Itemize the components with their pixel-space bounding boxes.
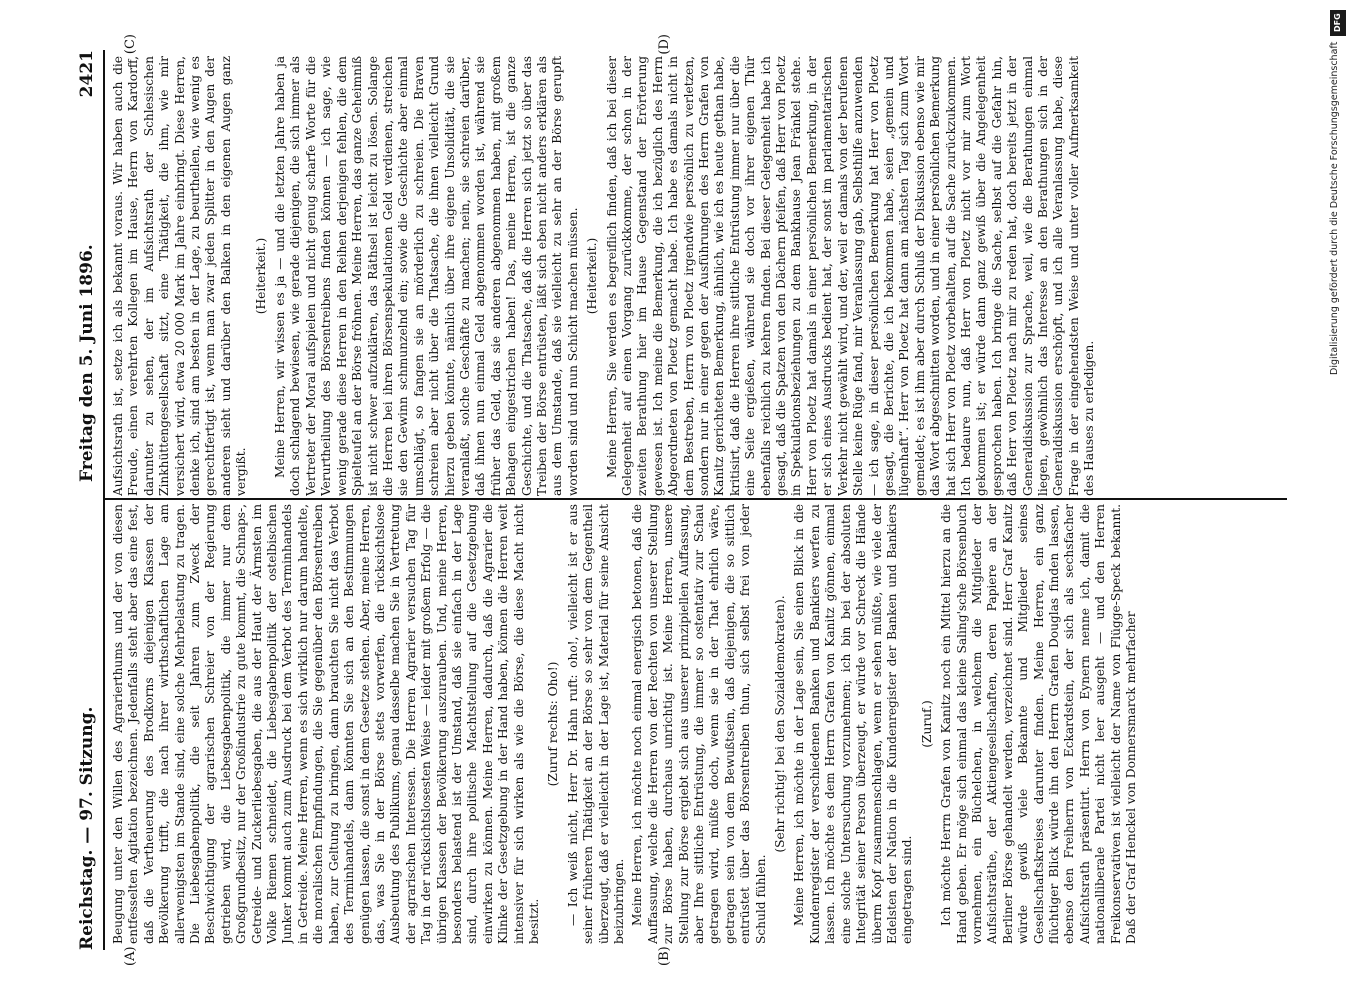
interjection: (Heiterkeit.) — [253, 237, 268, 315]
paragraph: Beugung unter den Willen des Agrarierthums und der von diesen entfesselten Agitation bezeichnen. Jedenfalls steht aber das eine fest, daß die Vertheuerung des Brodkorns diejenigen Klassen der Bevölkerung trifft, die nach ihrer wirthschaftlichen Lage am allerwenigsten im Stande sind, eine solche Mehrbelastung zu tragen. Die Liebesgabenpolitik, die seit Jahren zum Zweck der Beschwichtigung der agrarischen Schreier von der Regierung getrieben wird, die Liebesgabenpolitik, die immer nur dem Großgrundbesitz, nur der Großindustrie zu gute kommt, die Schnaps-, Getreide- und Zuckerliebesgaben, die aus der Haut der Ärmsten im Volke Riemen schneidet, die Liebesgabenpolitik der ostelbischen Junker kommt auch zum Ausdruck bei dem Verbot des Terminhandels in Getreide. Meine Herren, wenn es sich wirklich nur darum handelte, die moralischen Empfindungen, die Sie gegenüber den Börsentreiben haben, zur Geltung zu bringen, dann brauchten Sie nicht das Verbot des Terminhandels, dann könnten Sie sich an den Bestimmungen genügen lassen, die sonst in dem Gesetze stehen. Aber, meine Herren, das, was Sie in der Börse stets vorwerfen, die rücksichtslose Ausbeutung des Publikums, genau dasselbe machen Sie in Vertretung der agrarischen Interessen. Die Herren Agrarier versuchen Tag für Tag in der rücksichtslosesten Weise — leider mit großem Erfolg — die übrigen Klassen der Bevölkerung auszurauben. Und, meine Herren, besonders belastend ist der Umstand, daß sie einfach in der Lage sind, durch ihre politische Machtstellung auf die Gesetzgebung einwirken zu können. Meine Herren, dadurch, daß die Agrarier die Klinke der Gesetzgebung in der Hand haben, können die Herren weit intensiver für sich wirken als wie die Börse, die diese Macht nicht besitzt. — [110, 504, 541, 944]
paragraph: Meine Herren, ich möchte in der Lage sein, Sie einen Blick in die Kundenregister der verschiedenen Banken und Bankiers werfen zu lassen. Ich möchte es dem Herrn Grafen von Kanitz gönnen, einmal eine solche Untersuchung vorzunehmen; ich bin bei der absoluten Integrität seiner Person überzeugt, er würde vor Schreck die Hände überm Kopf zusammenschlagen, wenn er sehen müßte, wie viele der Edelsten der Nation in die Kundenregister der Banken und Bankiers eingetragen sind. — [791, 504, 914, 944]
page-header — [69, 50, 105, 950]
paragraph: Ich möchte Herrn Grafen von Kanitz noch ein Mittel hierzu an die Hand geben. Er möge sich einmal das kleine Saling'sche Börsenbuch vornehmen, ein Büchelchen, in welchem die Mitglieder der Aufsichtsräthe, der Aktiengesellschaften, deren Papiere an der Berliner Börse gehandelt werden, verzeichnet sind. Herr Graf Kanitz würde gewiß viele Bekannte und Mitglieder seines Gesellschaftskreises darunter finden. Meine Herren, ein ganz flüchtiger Blick würde ihn den Herrn Grafen Douglas finden lassen, ebenso den Freiherrn von Eckardstein, der sich als sechsfacher Aufsichtsrath präsentirt. Herrn von Eynern nenne ich, damit die nationalliberale Partei nicht leer ausgeht — und den Herren Freikonservativen ist vielleicht der Name von Flügge-Speck bekannt. Daß der Graf Henckel von Donnersmarck mehrfacher — [938, 504, 1138, 944]
margin-mark-a: (A) — [122, 946, 138, 966]
paragraph: Aufsichtsrath ist, setze ich als bekannt voraus. Wir haben auch die Freude, einen verehrten Kollegen im Hause, Herrn von Kardorff, darunter zu sehen, der im Aufsichtsrath der Schlesischen Zinkhüttengesellschaft sitzt, eine Thätigkeit, die ihm, wie mir versichert wird, etwa 20 000 Mark im Jahre einbringt. Diese Herren, denke ich, sind am besten in der Lage, zu beurtheilen, wie wenig es gerechtfertigt ist, wenn man zwar jeden Splitter in den Augen der anderen sieht und darüber den Balken in den eigenen Augen ganz vergißt. — [110, 56, 248, 496]
margin-mark-c: (C) — [122, 34, 138, 55]
interjection: (Zuruf.) — [919, 700, 934, 748]
paragraph: Meine Herren, ich möchte noch einmal energisch betonen, daß die Auffassung, welche die Herren von der Rechten von unserer Stellung zur Börse haben, durchaus unrichtig ist. Meine Herren, unsere Stellung zur Börse ergiebt sich aus unserer prinzipiellen Auffassung, aber Ihre sittliche Entrüstung, die immer so ostentativ zur Schau getragen wird, müßte doch, wenn sie in der That ehrlich wäre, getragen sein von dem Bewußtsein, daß diejenigen, die so sittlich entrüstet über das Börsentreiben thun, sich selbst frei von jeder Schuld fühlen. — [629, 504, 768, 944]
digitization-credit — [1329, 10, 1347, 990]
left-column — [111, 504, 1285, 944]
right-column — [111, 56, 1285, 496]
header-page-number: 2421 — [76, 50, 97, 98]
header-date: Freitag den 5. Juni 1896. — [76, 244, 97, 482]
paragraph: Meine Herren, Sie werden es begreiflich finden, daß ich bei dieser Gelegenheit auf einen Vorgang zurückkomme, der schon in der zweiten Berathung hier im Hause Gegenstand der Erörterung gewesen ist. Ich meine die Bemerkung, die ich bezüglich des Herrn Abgeordneten von Ploetz gemacht habe. Ich habe es damals nicht in dem Bestreben, Herrn von Ploetz irgendwie persönlich zu verletzen, sondern nur in einer gegen der Ausführungen des Herrn Grafen von Kanitz gerichteten Bemerkung, ähnlich, wie ich es heute gethan habe, kritisirt, daß die Herren ihre sittliche Entrüstung immer nur über die eine Seite ergießen, während sie doch vor ihrer eigenen Thür ebenfalls reichlich zu kehren finden. Bei dieser Gelegenheit habe ich gesagt, daß die Spatzen von den Dächern pfeifen, daß Herr von Ploetz in Spekulationsbeziehungen zu dem Bankhause Jean Fränkel stehe. Herr von Ploetz hat damals in einer persönlichen Bemerkung, in der er sich eines Ausdrucks bedient hat, der sonst im parlamentarischen Verkehr nicht gewählt wird, und der, weil er damals von der berufenen Stelle keine Rüge fand, mir Veranlassung gab, Selbsthilfe anzuwenden — ich sage, in dieser persönlichen Bemerkung hat Herr von Ploetz gesagt, die Berichte, die ich bekommen habe, seien „gemein und lügenhaft“. Herr von Ploetz hat dann am nächsten Tag sich zum Wort gemeldet; es ist ihm aber durch Schluß der Diskussion ebenso wie mir das Wort abgeschnitten worden, und in einer persönlichen Bemerkung hat sich Herr von Ploetz vorbehalten, auf die Sache zurückzukommen. Ich bedaure nun, daß Herr von Ploetz nicht vor mir zum Wort gekommen ist; er würde dann ganz gewiß über die Angelegenheit gesprochen haben. Ich bringe die Sache, selbst auf die Gefahr hin, daß Herr von Ploetz nach mir zu reden hat, doch bereits jetzt in der Generaldiskussion zur Sprache, weil, wie die Berathungen einmal liegen, gewöhnlich das Interesse an den Berathungen sich in der Generaldiskussion erschöpft, und ich alle Veranlassung habe, diese Frage in der eingehendsten Weise und unter voller Aufmerksamkeit des Hauses zu erledigen. — [604, 56, 1096, 496]
dfg-logo: DFG — [1330, 10, 1346, 36]
margin-mark-d: (D) — [656, 34, 672, 55]
interjection: (Zuruf rechts: Oho!) — [545, 661, 560, 787]
margin-mark-b: (B) — [656, 946, 672, 966]
column-divider — [105, 498, 1287, 500]
rotated-newspaper-page — [57, 30, 1297, 970]
header-session: Reichstag. — 97. Sitzung. — [76, 706, 97, 950]
interjection: (Heiterkeit.) — [584, 237, 599, 315]
paragraph: — Ich weiß nicht, Herr Dr. Hahn ruft: oho!, vielleicht ist er aus seiner früheren Thätigkeit an der Börse so sehr von dem Gegentheil überzeugt, daß er vielleicht in der Lage ist, Material für seine Ansicht beizubringen. — [565, 504, 626, 944]
interjection: (Sehr richtig! bei den Sozialdemokraten). — [772, 595, 787, 853]
credit-text: Digitalisierung gefördert durch die Deutsche Forschungsgemeinschaft — [1329, 42, 1340, 376]
paragraph: Meine Herren, wir wissen es ja — und die letzten Jahre haben ja doch schlagend bewiesen, wie gerade diejenigen, die sich immer als Vertreter der Moral aufspielen und nicht genug scharfe Worte für die Verurtheilung des Börsentreibens finden können — ich sage, wie wenig gerade diese Herren in den Reihen derjenigen fehlen, die dem Spielteufel an der Börse fröhnen. Meine Herren, das ganze Geheimniß ist nicht schwer aufzuklären, das Räthsel ist leicht zu lösen. Solange die Herren bei ihren Börsenspekulationen Geld verdienen, streichen sie den Gewinn schmunzelnd ein; sowie die Geschichte aber einmal umschlägt, so fangen sie an mörderlich zu schreien. Die Braven schreien aber nicht über die Thatsache, die ihnen vielleicht Grund hierzu geben könnte, nämlich über ihre eigene Unsolidität, die sie veranlaßt, solche Geschäfte zu machen; nein, sie schreien darüber, daß ihnen nun einmal Geld abgenommen worden ist, während sie früher das Geld, das sie anderen abgenommen haben, mit großem Behagen eingestrichen haben! Das, meine Herren, ist die ganze Geschichte, und die Thatsache, daß die Herren sich jetzt so über das Treiben der Börse entrüsten, läßt sich eben nicht anders erklären als aus dem Umstande, daß sie vielleicht zu sehr an der Börse gerupft worden sind und nun Schicht machen müssen. — [272, 56, 580, 496]
